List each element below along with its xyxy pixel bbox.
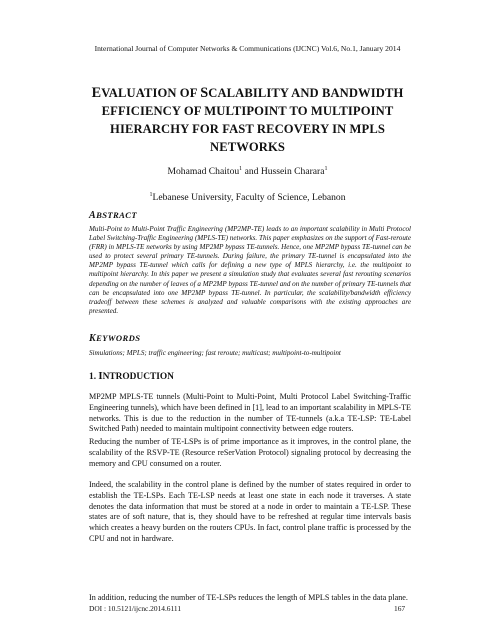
authors	[0, 166, 495, 177]
doi: DOI : 10.5121/ijcnc.2014.6111	[89, 604, 182, 613]
keywords-heading: KEYWORDS	[89, 333, 141, 344]
intro-paragraph-2: Reducing the number of TE-LSPs is of prime importance as it improves, in the control plane, the scalability of the RSVP-TE (Resource reSerVation Protocol) signaling protocol by decreasing the memory and CPU consumed on a router.	[89, 437, 411, 468]
intro-paragraph-1: MP2MP MPLS-TE tunnels (Multi-Point to Multi-Point, Multi Protocol Label Switching-Traffic Engineering tunnels), which have been defined in [1], lead to an important scalability in MPLS-TE networks. This is due to the reduction in the number of TE-tunnels (a.k.a TE-LSP: TE-Label Switched Path) needed to maintain multipoint connectivity between edge routers.	[89, 392, 411, 434]
author-separator: and	[242, 166, 261, 177]
intro-paragraph-3: Indeed, the scalability in the control plane is defined by the number of states required in order to establish the TE-LSPs. Each TE-LSP needs at least one state in each node it traverses. A state denotes the data information that must be stored at a node in order to maintain a TE-LSP. These states are of soft nature, that is, they should have to be refreshed at regular time intervals basis which creates a heavy burden on the routers CPUs. In fact, control plane traffic is processed by the CPU and not in hardware.	[89, 480, 411, 543]
keywords-text: Simulations; MPLS; traffic engineering; fast reroute; multicast; multipoint-to-multipoint	[89, 349, 341, 357]
affiliation-text: Lebanese University, Faculty of Science, Lebanon	[152, 192, 346, 203]
abstract-heading: ABSTRACT	[89, 210, 138, 221]
title-line-4: NETWORKS	[210, 140, 285, 154]
affiliation-mark: 1	[149, 191, 153, 198]
author-affiliation-mark: 1	[324, 165, 328, 172]
author-name: Hussein Charara	[260, 166, 325, 177]
intro-paragraph-4: In addition, reducing the number of TE-LSPs reduces the length of MPLS tables in the data plane.	[89, 593, 408, 602]
abstract-text: Multi-Point to Multi-Point Traffic Engineering (MP2MP-TE) leads to an important scalability in Multi Protocol Label Switching-Traffic Engineering (MPLS-TE) networks. This paper emphasizes on the support of Fast-reroute (FRR) in MPLS-TE networks by using MP2MP bypass TE-tunnels. Hence, one MP2MP bypass TE-tunnel can be used to protect several primary TE-tunnels. During failure, the primary TE-tunnel is encapsulated into the MP2MP bypass TE-tunnel which calls for defining a new type of MPLS hierarchy, i.e. the multipoint to multipoint hierarchy. In this paper we present a simulation study that evaluates several fast rerouting scenarios depending on the number of leaves of a MP2MP bypass TE-tunnel and on the number of primary TE-tunnels that can be encapsulated into one MP2MP bypass TE-tunnel. In particular, the scalability/bandwidth efficiency tradeoff between these schemes is analyzed and valuable comparisons with the existing approaches are presented.	[89, 225, 411, 315]
author-name: Mohamad Chaitou	[167, 166, 240, 177]
title-line-2: EFFICIENCY OF MULTIPOINT TO MULTIPOINT	[101, 104, 394, 118]
title-line-3: HIERARCHY FOR FAST RECOVERY IN MPLS	[110, 122, 385, 136]
author-affiliation-mark: 1	[239, 165, 243, 172]
paper-title	[60, 84, 435, 156]
affiliation	[0, 192, 495, 203]
journal-header: International Journal of Computer Networks & Communications (IJCNC) Vol.6, No.1, January 2014	[94, 44, 401, 53]
page-number: 167	[394, 604, 406, 613]
title-line-1: EVALUATION OF SCALABILITY AND BANDWIDTH	[91, 85, 404, 101]
introduction-heading: 1. INTRODUCTION	[89, 370, 174, 382]
